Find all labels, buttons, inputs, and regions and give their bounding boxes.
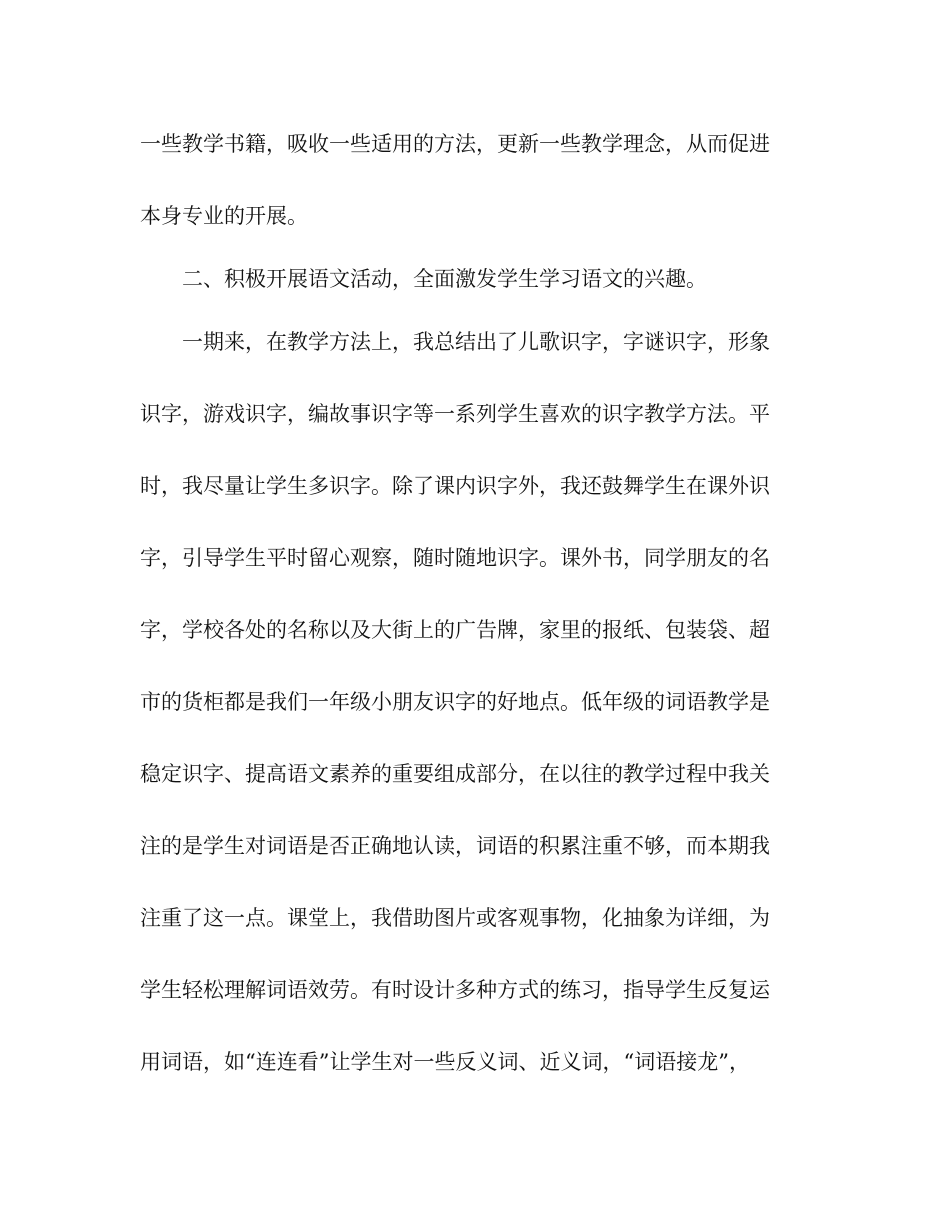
text-line: 市的货柜都是我们一年级小朋友识字的好地点。低年级的词语教学是 (140, 690, 770, 714)
text-line: 稳定识字、提高语文素养的重要组成部分，在以往的教学过程中我关 (140, 762, 770, 786)
document-body (140, 124, 800, 1114)
text-line: 一些教学书籍，吸收一些适用的方法，更新一些教学理念，从而促进 (140, 132, 770, 156)
text-line: 注的是学生对词语是否正确地认读，词语的积累注重不够，而本期我 (140, 834, 770, 858)
text-line: 本身专业的开展。 (140, 204, 308, 228)
text-line: 时，我尽量让学生多识字。除了课内识字外，我还鼓舞学生在课外识 (140, 474, 770, 498)
text-line: 识字，游戏识字，编故事识字等一系列学生喜欢的识字教学方法。平 (140, 402, 770, 426)
text-line: 字，引导学生平时留心观察，随时随地识字。课外书，同学朋友的名 (140, 546, 770, 570)
text-line: 注重了这一点。课堂上，我借助图片或客观事物，化抽象为详细，为 (140, 906, 770, 930)
paragraph-first-line: 一期来，在教学方法上，我总结出了儿歌识字，字谜识字，形象 (182, 330, 770, 354)
text-line: 用词语，如“连连看”让学生对一些反义词、近义词，“词语接龙”， (140, 1050, 750, 1074)
section-heading: 二、积极开展语文活动，全面激发学生学习语文的兴趣。 (182, 267, 707, 291)
text-line: 学生轻松理解词语效劳。有时设计多种方式的练习，指导学生反复运 (140, 978, 770, 1002)
text-line: 字，学校各处的名称以及大街上的广告牌，家里的报纸、包装袋、超 (140, 618, 770, 642)
